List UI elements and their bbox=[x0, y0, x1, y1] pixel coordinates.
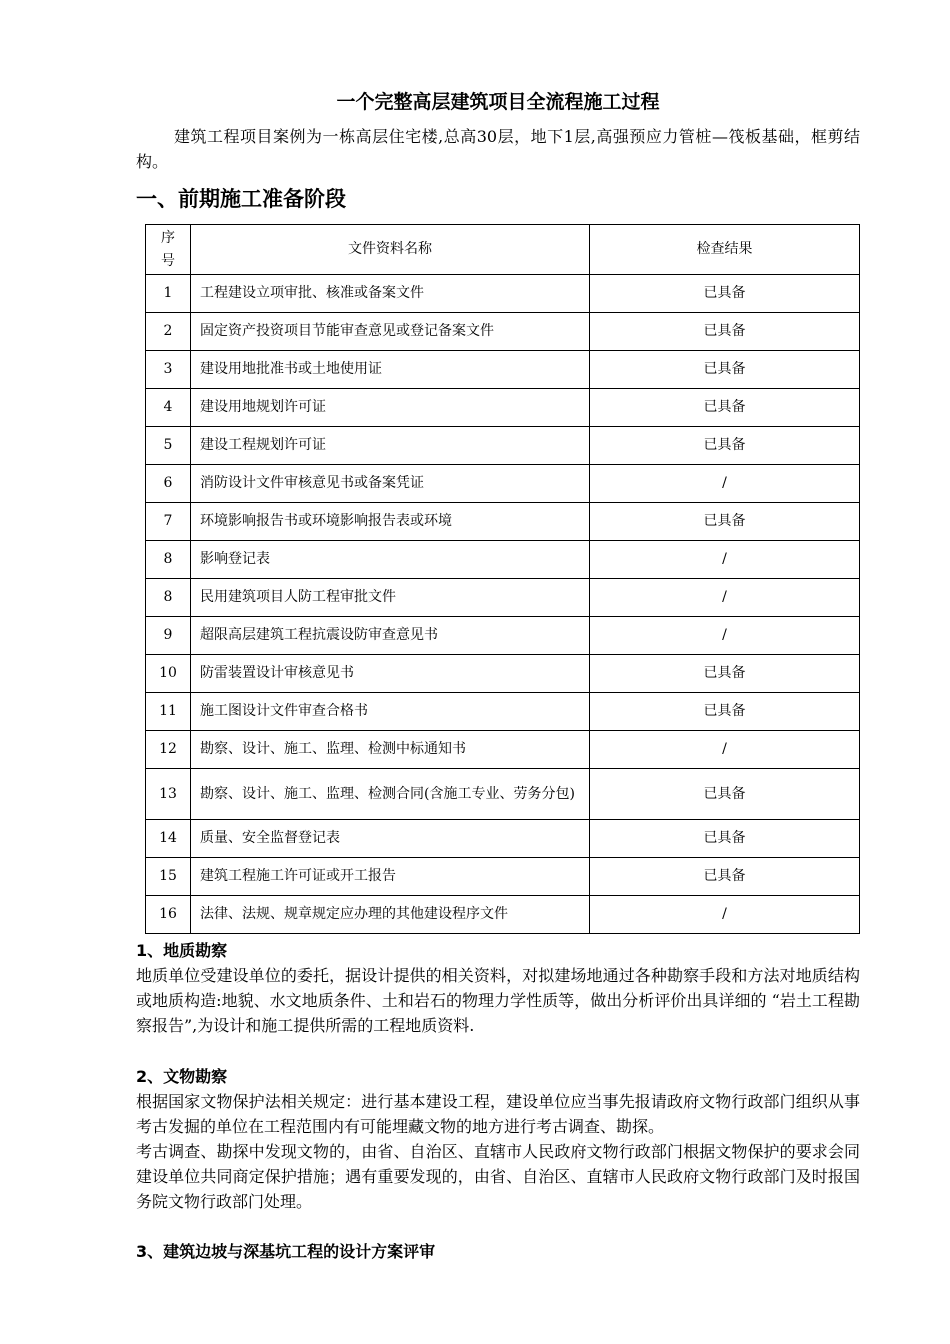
row-result: / bbox=[590, 617, 860, 655]
row-number: 9 bbox=[146, 617, 191, 655]
row-result: 已具备 bbox=[590, 427, 860, 465]
row-number: 8 bbox=[146, 579, 191, 617]
row-document-name: 勘察、设计、施工、监理、检测中标通知书 bbox=[191, 731, 590, 769]
table-row bbox=[146, 427, 860, 465]
row-document-name: 质量、安全监督登记表 bbox=[191, 820, 590, 858]
row-number: 6 bbox=[146, 465, 191, 503]
row-document-name: 消防设计文件审核意见书或备案凭证 bbox=[191, 465, 590, 503]
row-number: 14 bbox=[146, 820, 191, 858]
row-result: 已具备 bbox=[590, 275, 860, 313]
row-result: 已具备 bbox=[590, 389, 860, 427]
row-result: 已具备 bbox=[590, 313, 860, 351]
table-row bbox=[146, 579, 860, 617]
row-document-name: 建设用地批准书或土地使用证 bbox=[191, 351, 590, 389]
row-number: 12 bbox=[146, 731, 191, 769]
row-result: / bbox=[590, 465, 860, 503]
row-number: 3 bbox=[146, 351, 191, 389]
section-heading: 一、前期施工准备阶段 bbox=[136, 187, 346, 211]
row-document-name: 防雷装置设计审核意见书 bbox=[191, 655, 590, 693]
table-header-row bbox=[146, 225, 860, 275]
row-document-name: 工程建设立项审批、核准或备案文件 bbox=[191, 275, 590, 313]
table-row bbox=[146, 275, 860, 313]
table-row bbox=[146, 858, 860, 896]
row-result: 已具备 bbox=[590, 820, 860, 858]
table-row bbox=[146, 896, 860, 934]
intro-paragraph: 建筑工程项目案例为一栋高层住宅楼,总高30层，地下1层,高强预应力管桩—筏板基础，框剪结构。 bbox=[136, 127, 860, 171]
table-row bbox=[146, 769, 860, 820]
table-row bbox=[146, 731, 860, 769]
row-number: 15 bbox=[146, 858, 191, 896]
header-result: 检查结果 bbox=[590, 225, 860, 275]
row-number: 7 bbox=[146, 503, 191, 541]
row-document-name: 法律、法规、规章规定应办理的其他建设程序文件 bbox=[191, 896, 590, 934]
row-result: 已具备 bbox=[590, 351, 860, 389]
table-row bbox=[146, 313, 860, 351]
row-result: / bbox=[590, 541, 860, 579]
slope-heading: 3、建筑边坡与深基坑工程的设计方案评审 bbox=[136, 1242, 436, 1261]
relics-heading: 2、文物勘察 bbox=[136, 1067, 228, 1086]
row-number: 5 bbox=[146, 427, 191, 465]
row-number: 4 bbox=[146, 389, 191, 427]
row-document-name: 建设工程规划许可证 bbox=[191, 427, 590, 465]
row-number: 11 bbox=[146, 693, 191, 731]
table-row bbox=[146, 617, 860, 655]
row-number: 13 bbox=[146, 769, 191, 820]
geology-section bbox=[136, 938, 860, 1038]
table-row bbox=[146, 465, 860, 503]
row-number: 1 bbox=[146, 275, 191, 313]
geology-heading: 1、地质勘察 bbox=[136, 941, 228, 960]
relics-section bbox=[136, 1064, 860, 1214]
row-document-name: 影响登记表 bbox=[191, 541, 590, 579]
header-no: 序号 bbox=[146, 225, 191, 275]
row-document-name: 环境影响报告书或环境影响报告表或环境 bbox=[191, 503, 590, 541]
table-row bbox=[146, 820, 860, 858]
geology-text: 地质单位受建设单位的委托，据设计提供的相关资料，对拟建场地通过各种勘察手段和方法对地质结构或地质构造:地貌、水文地质条件、土和岩石的物理力学性质等，做出分析评价出具详细的 “岩土工程勘察报告”,为设计和施工提供所需的工程地质资料. bbox=[136, 966, 860, 1035]
row-result: 已具备 bbox=[590, 769, 860, 820]
row-number: 8 bbox=[146, 541, 191, 579]
row-document-name: 固定资产投资项目节能审查意见或登记备案文件 bbox=[191, 313, 590, 351]
row-document-name: 勘察、设计、施工、监理、检测合同(含施工专业、劳务分包) bbox=[191, 769, 590, 820]
table-row bbox=[146, 655, 860, 693]
slope-section bbox=[136, 1239, 860, 1264]
table-row bbox=[146, 693, 860, 731]
row-document-name: 超限高层建筑工程抗震设防审查意见书 bbox=[191, 617, 590, 655]
row-result: / bbox=[590, 731, 860, 769]
row-document-name: 施工图设计文件审查合格书 bbox=[191, 693, 590, 731]
row-number: 2 bbox=[146, 313, 191, 351]
document-title: 一个完整高层建筑项目全流程施工过程 bbox=[336, 91, 660, 113]
row-number: 16 bbox=[146, 896, 191, 934]
row-document-name: 民用建筑项目人防工程审批文件 bbox=[191, 579, 590, 617]
table-row bbox=[146, 503, 860, 541]
row-result: / bbox=[590, 579, 860, 617]
row-result: 已具备 bbox=[590, 693, 860, 731]
row-result: 已具备 bbox=[590, 655, 860, 693]
row-document-name: 建筑工程施工许可证或开工报告 bbox=[191, 858, 590, 896]
relics-text-2: 考古调查、勘探中发现文物的，由省、自治区、直辖市人民政府文物行政部门根据文物保护的要求会同建设单位共同商定保护措施；遇有重要发现的，由省、自治区、直辖市人民政府文物行政部门及时报国务院文物行政部门处理。 bbox=[136, 1142, 860, 1211]
table-row bbox=[146, 351, 860, 389]
row-number: 10 bbox=[146, 655, 191, 693]
header-name: 文件资料名称 bbox=[191, 225, 590, 275]
row-document-name: 建设用地规划许可证 bbox=[191, 389, 590, 427]
table-row bbox=[146, 541, 860, 579]
row-result: 已具备 bbox=[590, 858, 860, 896]
table-row bbox=[146, 389, 860, 427]
row-result: / bbox=[590, 896, 860, 934]
documents-table bbox=[145, 224, 860, 934]
row-result: 已具备 bbox=[590, 503, 860, 541]
relics-text-1: 根据国家文物保护法相关规定：进行基本建设工程，建设单位应当事先报请政府文物行政部门组织从事考古发掘的单位在工程范围内有可能埋藏文物的地方进行考古调查、勘探。 bbox=[136, 1092, 860, 1136]
